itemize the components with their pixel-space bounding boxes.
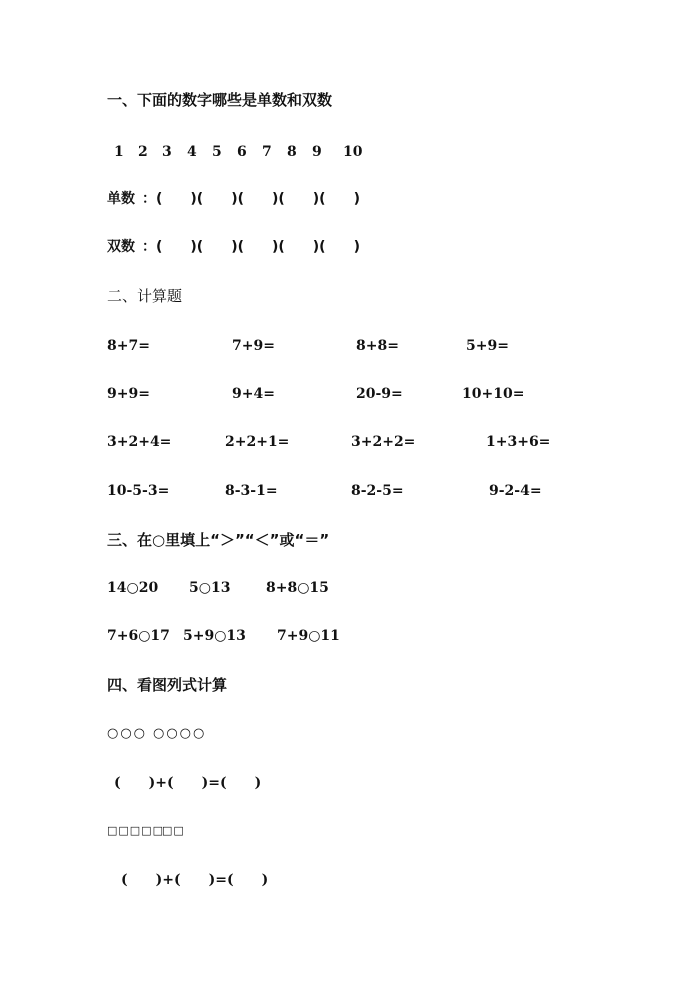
section3-title: 三、在○里填上“＞”“＜”或“＝”	[107, 531, 330, 549]
compare-item[interactable]: 8+8○15	[266, 580, 329, 596]
number-item: 6	[237, 144, 247, 160]
calc-item[interactable]: 8+7=	[107, 338, 150, 354]
even-label: 双数	[107, 239, 135, 255]
calc-item[interactable]: 3+2+2=	[351, 434, 416, 450]
square-group-left: □□□□□	[107, 824, 164, 837]
number-item: 3	[162, 144, 172, 160]
calc-item[interactable]: 9+9=	[107, 386, 150, 402]
calc-item[interactable]: 3+2+4=	[107, 434, 172, 450]
square-group-right: □□	[162, 824, 185, 837]
compare-item[interactable]: 5○13	[189, 580, 231, 596]
number-item: 4	[187, 144, 197, 160]
section2-title: 二、计算题	[107, 287, 183, 305]
calc-item[interactable]: 2+2+1=	[225, 434, 290, 450]
section4-title: 四、看图列式计算	[107, 676, 228, 694]
calc-item[interactable]: 5+9=	[466, 338, 509, 354]
calc-item[interactable]: 1+3+6=	[486, 434, 551, 450]
calc-item[interactable]: 8-3-1=	[225, 483, 278, 499]
odd-label: 单数	[107, 191, 135, 207]
number-item: 1	[114, 144, 124, 160]
even-blanks[interactable]: ：( )( )( )( )( )	[142, 239, 360, 255]
picture-expression-2[interactable]: ( )+( )=( )	[121, 872, 269, 888]
odd-blanks[interactable]: ：( )( )( )( )( )	[142, 191, 360, 207]
calc-item[interactable]: 9-2-4=	[489, 483, 542, 499]
circle-group-left: ○○○	[107, 726, 148, 741]
compare-item[interactable]: 14○20	[107, 580, 159, 596]
calc-item[interactable]: 10+10=	[462, 386, 525, 402]
number-item: 2	[138, 144, 148, 160]
calc-item[interactable]: 7+9=	[232, 338, 275, 354]
number-item: 7	[262, 144, 272, 160]
picture-expression-1[interactable]: ( )+( )=( )	[114, 775, 262, 791]
compare-item[interactable]: 5+9○13	[183, 628, 246, 644]
calc-item[interactable]: 8-2-5=	[351, 483, 404, 499]
calc-item[interactable]: 20-9=	[356, 386, 403, 402]
section1-title: 一、下面的数字哪些是单数和双数	[107, 91, 333, 109]
number-item: 9	[312, 144, 322, 160]
number-item: 8	[287, 144, 297, 160]
compare-item[interactable]: 7+6○17	[107, 628, 170, 644]
circle-group-right: ○○○○	[153, 726, 207, 741]
number-item: 5	[212, 144, 222, 160]
number-item: 10	[343, 144, 363, 160]
calc-item[interactable]: 9+4=	[232, 386, 275, 402]
calc-item[interactable]: 10-5-3=	[107, 483, 170, 499]
calc-item[interactable]: 8+8=	[356, 338, 399, 354]
compare-item[interactable]: 7+9○11	[277, 628, 340, 644]
